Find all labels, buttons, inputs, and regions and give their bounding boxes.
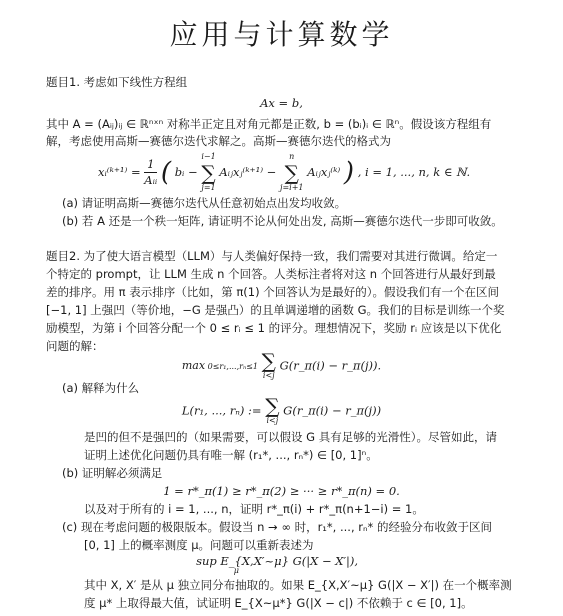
q2-line-4: [−1, 1] 上强凹（等价地，−G 是强凸）的且单调递增的函数 G。我们的目标是训练一个奖 (46, 303, 505, 317)
sum1-bottom: j=1 (201, 182, 216, 192)
left-paren: ( (160, 157, 172, 188)
right-paren: ) (343, 157, 355, 188)
q2-part-c-p4: 度 μ* 上取得最大值，试证明 E_{X~μ*} G(|X − c|) 不依赖于 c ∈ [0, 1]。 (84, 596, 473, 610)
q2-line-3: 差的排序。用 π 表示排序（比如，第 π(1) 个回答认为是最好的）。假设我们有一个在区间 (46, 285, 500, 299)
opt-body: G(r_π(i) − r_π(j)). (279, 358, 382, 373)
q2-line-6: 问题的解： (46, 339, 104, 353)
a-eq-body: G(r_π(i) − r_π(j)) (283, 403, 382, 418)
opt-sum-symbol: ∑ (261, 349, 276, 373)
sum1-top: i−1 (201, 152, 216, 161)
q1-equation: Ax = b, (260, 96, 303, 110)
iter-term-1: Aᵢⱼxⱼ⁽ᵏ⁺¹⁾ − (219, 164, 277, 179)
iter-tail: , i = 1, ..., n, k ∈ ℕ. (357, 164, 471, 179)
a-eq-lhs: L(r₁, ..., rₙ) := (181, 403, 262, 418)
a-eq-sum (265, 396, 279, 427)
q1-part-a: (a) 请证明高斯—赛德尔迭代从任意初始点出发均收敛。 (62, 196, 347, 210)
q2-part-c-p1: (c) 现在考虑问题的极限版本。假设当 n → ∞ 时，r₁*, ..., rₙ* 的经验分布收敛于区间 (62, 520, 492, 534)
max-sub: 0≤r₁,...,rₙ≤1 (207, 361, 258, 371)
sum-2 (280, 152, 304, 194)
sum2-bottom: j=i+1 (279, 182, 304, 192)
sum1-symbol: ∑ (201, 160, 216, 185)
max-word: max (181, 358, 206, 372)
iter-frac-den: Aᵢᵢ (144, 173, 158, 188)
q1-paragraph-1: 其中 A = (Aᵢⱼ)ᵢⱼ ∈ ℝⁿˣⁿ 对称半正定且对角元都是正数, b = (bᵢ)ᵢ ∈ ℝⁿ。假设该方程组有 (46, 117, 492, 131)
iter-lhs: xᵢ⁽ᵏ⁺¹⁾ = (98, 164, 141, 179)
q2-line-2: 个特定的 prompt，让 LLM 生成 n 个回答。人类标注者将对这 n 个回答进行从最好到最 (46, 267, 496, 281)
q2-part-b-equation: 1 = r*_π(1) ≥ r*_π(2) ≥ ··· ≥ r*_π(n) = 0. (163, 484, 400, 498)
sum-1 (201, 152, 215, 194)
opt-sum-sub: i<j (262, 371, 275, 380)
iter-fraction (144, 157, 157, 189)
q1-paragraph-2: 解，考虑使用高斯—赛德尔迭代求解之。高斯—赛德尔迭代的格式为 (46, 134, 391, 148)
q2-line-5: 励模型，为第 i 个回答分配一个 0 ≤ rᵢ ≤ 1 的评分。理想情况下，奖励 rᵢ 应该是以下优化 (46, 321, 502, 335)
sum2-symbol: ∑ (284, 160, 299, 185)
q1-iteration-formula (98, 152, 470, 194)
q2-part-c-p3: 其中 X, X′ 是从 μ 独立同分布抽取的。如果 E_{X,X′~μ} G(|X − X′|) 在一个概率测 (84, 578, 512, 592)
opt-sum (262, 351, 276, 382)
q2-part-c-equation (0, 554, 563, 575)
q2-line-1: 题目2. 为了使大语言模型（LLM）与人类偏好保持一致，我们需要对其进行微调。给定一 (46, 249, 498, 263)
q2-part-b-head: (b) 证明解必须满足 (62, 466, 163, 480)
q2-optimization-problem (0, 351, 563, 382)
q2-part-b-p1: 以及对于所有的 i = 1, ..., n，证明 r*_π(i) + r*_π(n+1−i) = 1。 (84, 502, 424, 516)
iter-term-2: Aᵢⱼxⱼ⁽ᵏ⁾ (307, 164, 341, 179)
q2-part-a-head: (a) 解释为什么 (62, 381, 140, 395)
iter-frac-num: 1 (144, 157, 157, 174)
iter-bi: bᵢ − (174, 164, 198, 179)
a-eq-sum-sub: i<j (266, 416, 279, 425)
q2-part-a-p2: 证明上述优化问题仍具有唯一解 (r₁*, ..., rₙ*) ∈ [0, 1]ⁿ。 (84, 448, 378, 462)
a-eq-sum-symbol: ∑ (265, 394, 280, 418)
page-title: 应用与计算数学 (169, 18, 394, 51)
max-operator (182, 359, 258, 374)
q2-part-c-p2: [0, 1] 上的概率测度 μ。问题可以重新表述为 (84, 538, 314, 552)
q1-heading: 题目1. 考虑如下线性方程组 (46, 75, 188, 89)
c-eq: sup E_{X,X′~μ} G(|X − X′|), (196, 554, 359, 568)
q2-part-a-p1: 是凹的但不是强凹的（如果需要，可以假设 G 具有足够的光滑性）。尽管如此，请 (84, 430, 497, 444)
sum2-top: n (289, 152, 295, 161)
q2-part-a-equation (0, 396, 563, 427)
c-eq-sub: μ (233, 566, 239, 575)
q1-part-b: (b) 若 A 还是一个秩一矩阵, 请证明不论从何处出发, 高斯—赛德尔迭代一步即可收敛。 (62, 214, 503, 228)
